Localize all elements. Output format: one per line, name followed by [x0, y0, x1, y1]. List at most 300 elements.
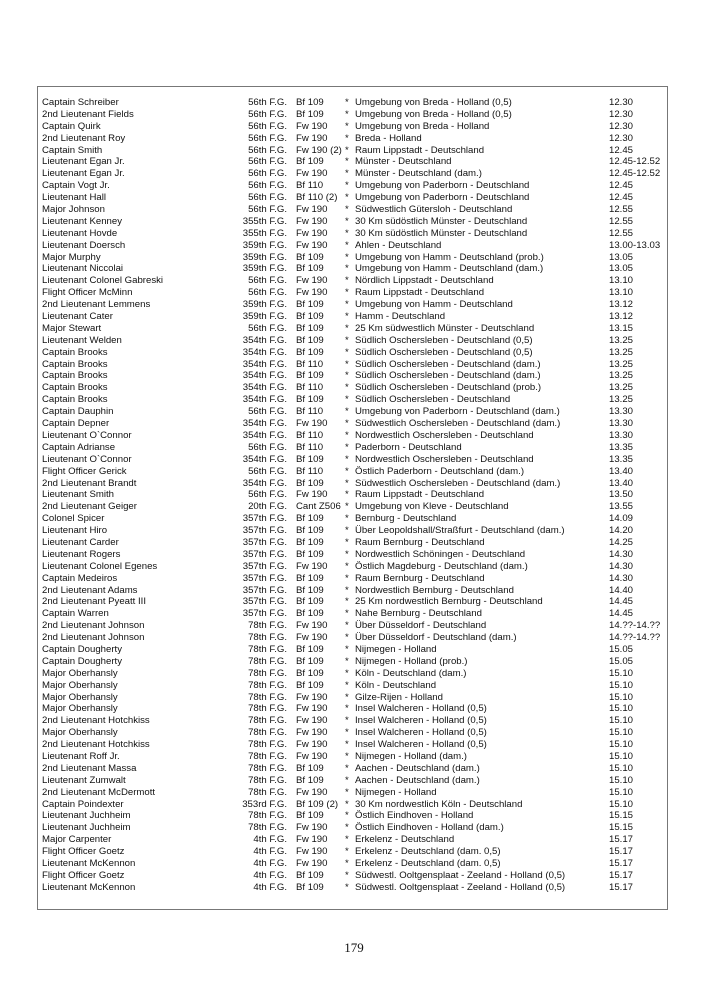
table-row [42, 275, 672, 287]
pilot-name: Captain Dauphin [42, 406, 114, 418]
aircraft-type: Bf 109 [296, 108, 324, 120]
location: Umgebung von Hamm - Deutschland (prob.) [355, 251, 544, 263]
pilot-name: 2nd Lieutenant Roy [42, 132, 126, 144]
fighter-group: 357th F.G. [242, 608, 287, 620]
location: Östlich Magdeburg - Deutschland (dam.) [355, 560, 528, 572]
table-row [42, 168, 672, 180]
fighter-group: 357th F.G. [242, 513, 287, 525]
table-row [42, 489, 672, 501]
time: 13.25 [609, 370, 634, 382]
fighter-group: 78th F.G. [248, 810, 287, 822]
pilot-name: Colonel Spicer [42, 513, 105, 525]
pilot-name: Major Stewart [42, 322, 102, 334]
location: Nahe Bernburg - Deutschland [355, 608, 482, 620]
fighter-group: 357th F.G. [242, 525, 287, 537]
aircraft-type: Fw 190 (2) [296, 144, 342, 156]
time: 13.35 [609, 441, 634, 453]
fighter-group: 56th F.G. [248, 180, 287, 192]
time: 15.15 [609, 810, 634, 822]
fighter-group: 78th F.G. [248, 774, 287, 786]
location: Nijmegen - Holland [355, 643, 437, 655]
aircraft-type: Bf 109 [296, 251, 324, 263]
pilot-name: Flight Officer Gerick [42, 465, 127, 477]
fighter-group: 353rd F.G. [242, 798, 287, 810]
claim-mark: * [345, 643, 349, 655]
aircraft-type: Fw 190 [296, 834, 328, 846]
fighter-group: 355th F.G. [242, 227, 287, 239]
aircraft-type: Fw 190 [296, 275, 328, 287]
aircraft-type: Bf 110 [296, 441, 324, 453]
claim-mark: * [345, 429, 349, 441]
aircraft-type: Fw 190 [296, 204, 328, 216]
aircraft-type: Bf 109 [296, 643, 324, 655]
claim-mark: * [345, 97, 349, 108]
aircraft-type: Fw 190 [296, 858, 328, 869]
page-number: 179 [344, 940, 364, 955]
location: Köln - Deutschland [355, 679, 437, 691]
location: Südlich Oschersleben - Deutschland (dam.) [355, 358, 541, 370]
location: Raum Bernburg - Deutschland [355, 572, 485, 584]
aircraft-type: Fw 190 [296, 227, 328, 239]
time: 13.40 [609, 465, 634, 477]
table-row [42, 430, 672, 442]
location: Nijmegen - Holland (dam.) [355, 750, 467, 762]
fighter-group: 354th F.G. [242, 477, 287, 489]
time: 15.17 [609, 881, 634, 893]
location: Südlich Oschersleben - Deutschland (prob.) [355, 382, 542, 394]
table-row [42, 192, 672, 204]
claim-mark: * [345, 394, 349, 406]
pilot-name: Captain Vogt Jr. [42, 180, 110, 192]
claim-mark: * [345, 299, 349, 311]
pilot-name: Lieutenant O`Connor [42, 453, 132, 465]
location: Aachen - Deutschland (dam.) [355, 762, 480, 774]
fighter-group: 4th F.G. [253, 846, 287, 858]
time: 15.10 [609, 774, 634, 786]
claim-mark: * [345, 168, 349, 180]
time: 13.30 [609, 406, 634, 418]
fighter-group: 355th F.G. [242, 215, 287, 227]
pilot-name: 2nd Lieutenant McDermott [42, 786, 156, 798]
pilot-name: Major Murphy [42, 251, 101, 263]
table-row [42, 549, 672, 561]
pilot-name: Major Oberhansly [42, 703, 118, 715]
location: Münster - Deutschland (dam.) [355, 168, 482, 180]
claim-mark: * [345, 204, 349, 216]
pilot-name: Major Oberhansly [42, 691, 118, 703]
pilot-name: Lieutenant Rogers [42, 548, 121, 560]
aircraft-type: Bf 109 [296, 881, 324, 893]
table-row [42, 644, 672, 656]
location: Erkelenz - Deutschland (dam. 0,5) [355, 846, 501, 858]
claim-mark: * [345, 667, 349, 679]
claim-mark: * [345, 322, 349, 334]
location: Umgebung von Hamm - Deutschland (dam.) [355, 263, 544, 275]
aircraft-type: Fw 190 [296, 560, 328, 572]
table-row [42, 216, 672, 228]
time: 15.10 [609, 798, 634, 810]
pilot-name: Lieutenant McKennon [42, 858, 136, 869]
time: 13.25 [609, 358, 634, 370]
table-row [42, 715, 672, 727]
location: Erkelenz - Deutschland (dam. 0,5) [355, 858, 501, 869]
location: 30 Km südöstlich Münster - Deutschland [355, 227, 528, 239]
fighter-group: 354th F.G. [242, 429, 287, 441]
time: 15.10 [609, 679, 634, 691]
time: 12.55 [609, 215, 634, 227]
claim-mark: * [345, 180, 349, 192]
pilot-name: 2nd Lieutenant Adams [42, 584, 138, 596]
claim-mark: * [345, 441, 349, 453]
fighter-group: 359th F.G. [242, 299, 287, 311]
time: 15.10 [609, 762, 634, 774]
location: Über Düsseldorf - Deutschland [355, 620, 487, 632]
table-row [42, 394, 672, 406]
time: 15.17 [609, 834, 634, 846]
time: 12.45 [609, 144, 634, 156]
claim-mark: * [345, 263, 349, 275]
claim-mark: * [345, 239, 349, 251]
time: 13.50 [609, 489, 634, 501]
aircraft-type: Fw 190 [296, 739, 328, 751]
aircraft-type: Bf 109 [296, 299, 324, 311]
location: Nordwestlich Bernburg - Deutschland [355, 584, 514, 596]
claim-mark: * [345, 501, 349, 513]
time: 15.17 [609, 846, 634, 858]
pilot-name: Captain Adrianse [42, 441, 116, 453]
aircraft-type: Fw 190 [296, 287, 328, 299]
claim-mark: * [345, 691, 349, 703]
location: Östlich Eindhoven - Holland [355, 810, 474, 822]
fighter-group: 78th F.G. [248, 703, 287, 715]
location: Gilze-Rijen - Holland [355, 691, 443, 703]
aircraft-type: Fw 190 [296, 691, 328, 703]
fighter-group: 56th F.G. [248, 465, 287, 477]
aircraft-type: Fw 190 [296, 120, 328, 132]
table-row [42, 418, 672, 430]
aircraft-type: Fw 190 [296, 132, 328, 144]
aircraft-type: Bf 109 [296, 584, 324, 596]
fighter-group: 357th F.G. [242, 560, 287, 572]
table-row [42, 703, 672, 715]
fighter-group: 354th F.G. [242, 346, 287, 358]
aircraft-type: Bf 109 [296, 596, 324, 608]
pilot-name: Captain Dougherty [42, 655, 122, 667]
table-row [42, 739, 672, 751]
time: 13.10 [609, 287, 634, 299]
claim-mark: * [345, 144, 349, 156]
location: Nordwestlich Oschersleben - Deutschland [355, 453, 534, 465]
fighter-group: 359th F.G. [242, 239, 287, 251]
location: 30 Km nordwestlich Köln - Deutschland [355, 798, 523, 810]
pilot-name: Flight Officer Goetz [42, 846, 125, 858]
pilot-name: Lieutenant Egan Jr. [42, 156, 125, 168]
location: Südlich Oschersleben - Deutschland (0,5) [355, 334, 533, 346]
location: Nordwestlich Schöningen - Deutschland [355, 548, 526, 560]
table-row [42, 299, 672, 311]
fighter-group: 78th F.G. [248, 762, 287, 774]
aircraft-type: Fw 190 [296, 750, 328, 762]
fighter-group: 4th F.G. [253, 834, 287, 846]
fighter-group: 56th F.G. [248, 144, 287, 156]
aircraft-type: Bf 109 [296, 346, 324, 358]
time: 14.25 [609, 536, 634, 548]
pilot-name: Lieutenant O`Connor [42, 429, 132, 441]
table-row [42, 608, 672, 620]
table-row [42, 335, 672, 347]
location: Umgebung von Paderborn - Deutschland [355, 180, 530, 192]
aircraft-type: Bf 109 [296, 869, 324, 881]
time: 12.45 [609, 180, 634, 192]
aircraft-type: Fw 190 [296, 489, 328, 501]
table-row [42, 680, 672, 692]
aircraft-type: Bf 109 [296, 762, 324, 774]
table-row [42, 228, 672, 240]
time: 13.05 [609, 251, 634, 263]
pilot-name: Flight Officer Goetz [42, 869, 125, 881]
table-row [42, 359, 672, 371]
location: Umgebung von Hamm - Deutschland [355, 299, 513, 311]
table-row [42, 775, 672, 787]
claim-mark: * [345, 489, 349, 501]
time: 14.20 [609, 525, 634, 537]
claim-mark: * [345, 596, 349, 608]
aircraft-type: Bf 109 [296, 97, 324, 108]
pilot-name: Captain Schreiber [42, 97, 119, 108]
aircraft-type: Bf 109 [296, 477, 324, 489]
table-row [42, 287, 672, 299]
location: Südlich Oschersleben - Deutschland (0,5) [355, 346, 533, 358]
time: 13.35 [609, 453, 634, 465]
table-row [42, 585, 672, 597]
time: 13.00-13.03 [609, 239, 661, 251]
claim-mark: * [345, 287, 349, 299]
pilot-name: Lieutenant Hiro [42, 525, 108, 537]
aircraft-type: Fw 190 [296, 846, 328, 858]
table-row [42, 573, 672, 585]
table-row [42, 822, 672, 834]
fighter-group: 354th F.G. [242, 334, 287, 346]
claim-mark: * [345, 727, 349, 739]
location: 25 Km südwestlich Münster - Deutschland [355, 322, 535, 334]
pilot-name: Captain Warren [42, 608, 109, 620]
pilot-name: Lieutenant Juchheim [42, 822, 131, 834]
time: 15.15 [609, 822, 634, 834]
fighter-group: 354th F.G. [242, 370, 287, 382]
time: 15.10 [609, 750, 634, 762]
pilot-name: 2nd Lieutenant Massa [42, 762, 137, 774]
location: Umgebung von Breda - Holland (0,5) [355, 108, 512, 120]
aircraft-type: Bf 109 [296, 370, 324, 382]
time: 15.10 [609, 703, 634, 715]
location: Raum Lippstadt - Deutschland [355, 144, 485, 156]
time: 15.10 [609, 727, 634, 739]
time: 13.25 [609, 346, 634, 358]
claim-mark: * [345, 608, 349, 620]
time: 15.10 [609, 786, 634, 798]
claim-mark: * [345, 370, 349, 382]
pilot-name: 2nd Lieutenant Hotchkiss [42, 739, 150, 751]
aircraft-type: Fw 190 [296, 168, 328, 180]
fighter-group: 56th F.G. [248, 287, 287, 299]
location: Östlich Paderborn - Deutschland (dam.) [355, 465, 525, 477]
time: 15.10 [609, 715, 634, 727]
table-row [42, 561, 672, 573]
aircraft-type: Fw 190 [296, 786, 328, 798]
claim-mark: * [345, 632, 349, 644]
fighter-group: 56th F.G. [248, 441, 287, 453]
claim-mark: * [345, 786, 349, 798]
aircraft-type: Bf 110 [296, 465, 324, 477]
pilot-name: Lieutenant Cater [42, 311, 113, 323]
fighter-group: 78th F.G. [248, 739, 287, 751]
time: 13.12 [609, 311, 634, 323]
time: 15.17 [609, 869, 634, 881]
pilot-name: Major Oberhansly [42, 727, 118, 739]
location: Insel Walcheren - Holland (0,5) [355, 715, 487, 727]
aircraft-type: Bf 109 [296, 774, 324, 786]
time: 14.30 [609, 548, 634, 560]
table-row [42, 870, 672, 882]
fighter-group: 78th F.G. [248, 679, 287, 691]
claim-mark: * [345, 620, 349, 632]
time: 12.45-12.52 [609, 156, 661, 168]
claim-mark: * [345, 572, 349, 584]
time: 15.10 [609, 691, 634, 703]
location: Umgebung von Breda - Holland [355, 120, 490, 132]
claim-mark: * [345, 739, 349, 751]
fighter-group: 78th F.G. [248, 620, 287, 632]
fighter-group: 357th F.G. [242, 548, 287, 560]
aircraft-type: Bf 109 [296, 334, 324, 346]
location: Köln - Deutschland (dam.) [355, 667, 467, 679]
aircraft-type: Bf 109 [296, 655, 324, 667]
table-row [42, 846, 672, 858]
aircraft-type: Bf 109 [296, 525, 324, 537]
pilot-name: 2nd Lieutenant Hotchkiss [42, 715, 150, 727]
time: 12.30 [609, 132, 634, 144]
location: Südwestlich Oschersleben - Deutschland (dam.) [355, 477, 561, 489]
table-row [42, 204, 672, 216]
pilot-name: Major Johnson [42, 204, 105, 216]
fighter-group: 78th F.G. [248, 715, 287, 727]
aircraft-type: Bf 110 (2) [296, 192, 338, 204]
fighter-group: 357th F.G. [242, 584, 287, 596]
pilot-name: Lieutenant Doersch [42, 239, 126, 251]
aircraft-type: Bf 109 (2) [296, 798, 339, 810]
time: 12.30 [609, 108, 634, 120]
time: 14.30 [609, 560, 634, 572]
claim-mark: * [345, 358, 349, 370]
claim-mark: * [345, 465, 349, 477]
fighter-group: 56th F.G. [248, 108, 287, 120]
aircraft-type: Fw 190 [296, 620, 328, 632]
fighter-group: 56th F.G. [248, 168, 287, 180]
claim-mark: * [345, 560, 349, 572]
pilot-name: Captain Smith [42, 144, 103, 156]
location: Über Leopoldshall/Straßfurt - Deutschland (dam.) [355, 525, 565, 537]
location: Nijmegen - Holland (prob.) [355, 655, 468, 667]
location: Erkelenz - Deutschland [355, 834, 455, 846]
location: Über Düsseldorf - Deutschland (dam.) [355, 632, 517, 644]
fighter-group: 56th F.G. [248, 192, 287, 204]
location: Insel Walcheren - Holland (0,5) [355, 739, 487, 751]
table-row [42, 632, 672, 644]
claim-mark: * [345, 584, 349, 596]
time: 12.30 [609, 120, 634, 132]
table-row [42, 466, 672, 478]
claim-mark: * [345, 750, 349, 762]
aircraft-type: Bf 109 [296, 394, 324, 406]
aircraft-type: Bf 109 [296, 679, 324, 691]
time: 13.40 [609, 477, 634, 489]
pilot-name: Lieutenant Roff Jr. [42, 750, 120, 762]
pilot-name: Lieutenant Kenney [42, 215, 123, 227]
aircraft-type: Bf 109 [296, 263, 324, 275]
location: Breda - Holland [355, 132, 422, 144]
table-row [42, 133, 672, 145]
table-row [42, 478, 672, 490]
location: Südwestlich Gütersloh - Deutschland [355, 204, 513, 216]
location: Nördlich Lippstadt - Deutschland [355, 275, 494, 287]
aircraft-type: Bf 109 [296, 322, 324, 334]
pilot-name: Major Oberhansly [42, 679, 118, 691]
pilot-name: Major Oberhansly [42, 667, 118, 679]
fighter-group: 354th F.G. [242, 394, 287, 406]
location: Umgebung von Kleve - Deutschland [355, 501, 509, 513]
claim-mark: * [345, 536, 349, 548]
table-row [42, 501, 672, 513]
table-row [42, 311, 672, 323]
table-row [42, 347, 672, 359]
location: Umgebung von Breda - Holland (0,5) [355, 97, 512, 108]
fighter-group: 56th F.G. [248, 97, 287, 108]
pilot-name: Captain Poindexter [42, 798, 124, 810]
fighter-group: 78th F.G. [248, 655, 287, 667]
table-row [42, 406, 672, 418]
location: Umgebung von Paderborn - Deutschland [355, 192, 530, 204]
aircraft-type: Cant Z506 [296, 501, 341, 513]
table-row [42, 834, 672, 846]
pilot-name: 2nd Lieutenant Pyeatt III [42, 596, 147, 608]
table-row [42, 442, 672, 454]
fighter-group: 56th F.G. [248, 132, 287, 144]
fighter-group: 357th F.G. [242, 536, 287, 548]
aircraft-type: Fw 190 [296, 418, 328, 430]
table-row [42, 156, 672, 168]
pilot-name: Captain Medeiros [42, 572, 118, 584]
table-row [42, 97, 672, 109]
claim-mark: * [345, 120, 349, 132]
pilot-name: Lieutenant Welden [42, 334, 122, 346]
time: 13.15 [609, 322, 634, 334]
pilot-name: Flight Officer McMinn [42, 287, 133, 299]
claim-mark: * [345, 346, 349, 358]
fighter-group: 354th F.G. [242, 418, 287, 430]
table-row [42, 145, 672, 157]
fighter-group: 78th F.G. [248, 750, 287, 762]
pilot-name: Lieutenant Colonel Egenes [42, 560, 158, 572]
table-row [42, 454, 672, 466]
aircraft-type: Bf 109 [296, 453, 324, 465]
location: 30 Km südöstlich Münster - Deutschland [355, 215, 528, 227]
pilot-name: Captain Brooks [42, 358, 108, 370]
time: 15.10 [609, 739, 634, 751]
location: Südlich Oschersleben - Deutschland [355, 394, 511, 406]
claim-mark: * [345, 834, 349, 846]
location: Südwestlich Oschersleben - Deutschland (dam.) [355, 418, 561, 430]
pilot-name: Lieutenant Niccolai [42, 263, 124, 275]
